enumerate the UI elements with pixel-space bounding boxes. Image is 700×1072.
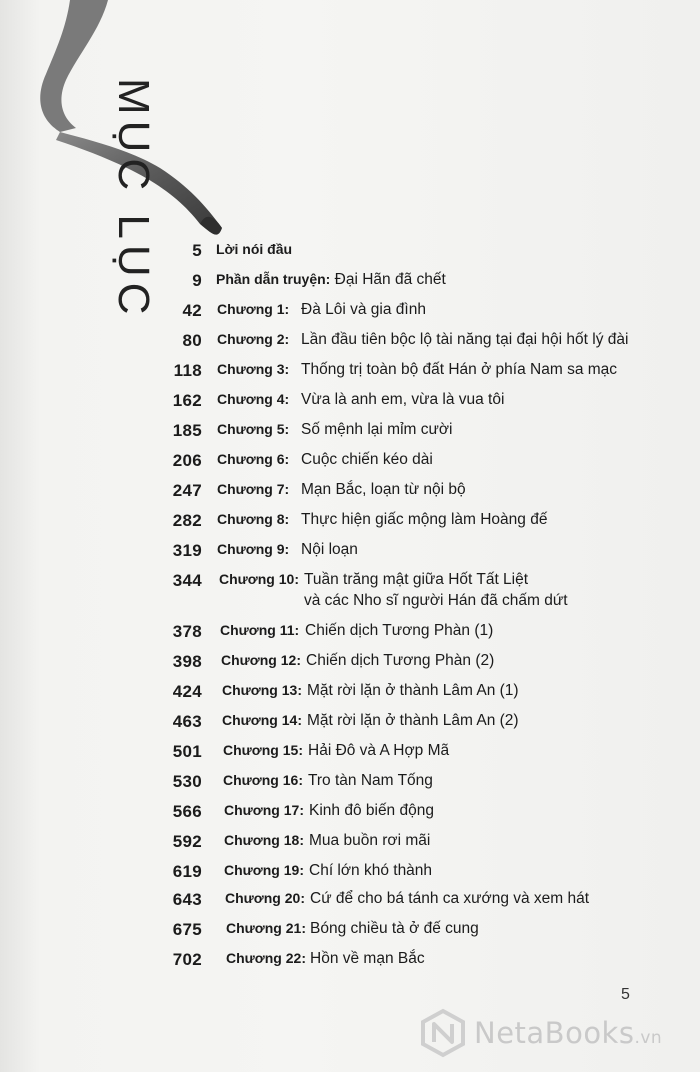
entry-title: Bóng chiều tà ở đế cung — [310, 920, 479, 937]
entry-title: Thực hiện giấc mộng làm Hoàng đế — [301, 511, 548, 528]
entry-title: Chiến dịch Tương Phàn (2) — [306, 652, 495, 669]
entry-page: 566 — [172, 802, 202, 821]
entry-page: 5 — [192, 241, 202, 260]
entry-page: 643 — [172, 890, 202, 909]
entry-chapter-label: Chương 3: — [217, 361, 290, 377]
entry-page: 247 — [172, 481, 202, 500]
entry-page: 206 — [172, 451, 202, 470]
watermark — [418, 1006, 700, 1062]
entry-title: Lời nói đầu — [216, 241, 293, 257]
entry-title: Kinh đô biến động — [309, 802, 434, 819]
entry-title: Mạn Bắc, loạn từ nội bộ — [301, 481, 466, 498]
entry-chapter-label: Chương 10: — [219, 571, 299, 587]
entry-title: Số mệnh lại mỉm cười — [301, 421, 453, 438]
entry-chapter-label: Chương 2: — [217, 331, 290, 347]
entry-title-line-1: Tuần trăng mật giữa Hốt Tất Liệt — [304, 571, 529, 588]
entry-page: 398 — [172, 652, 202, 671]
entry-title: Phần dẫn truyện: Đại Hãn đã chết — [216, 271, 446, 288]
entry-page: 530 — [172, 772, 202, 791]
entry-chapter-label: Chương 6: — [217, 451, 290, 467]
entry-chapter-label: Chương 12: — [221, 652, 301, 668]
entry-page: 9 — [192, 271, 202, 290]
entry-page: 675 — [172, 920, 202, 939]
entry-chapter-label: Chương 19: — [224, 862, 304, 878]
entry-title: Hải Đô và A Hợp Mã — [308, 742, 450, 759]
toc-heading: MỤC LỤC — [109, 78, 158, 321]
entry-page: 702 — [172, 950, 202, 969]
entry-title: Chí lớn khó thành — [309, 862, 433, 879]
entry-page: 619 — [172, 862, 202, 881]
entry-page: 80 — [182, 331, 202, 350]
entry-title: Tro tàn Nam Tống — [308, 772, 433, 789]
entry-chapter-label: Chương 21: — [226, 920, 306, 936]
page-number: 5 — [621, 986, 630, 1003]
entry-title: Lần đầu tiên bộc lộ tài năng tại đại hội hốt lý đài — [301, 331, 629, 348]
entry-chapter-label: Chương 22: — [226, 950, 306, 966]
entry-title: Đà Lôi và gia đình — [301, 301, 426, 318]
entry-page: 185 — [172, 421, 202, 440]
entry-chapter-label: Chương 4: — [217, 391, 290, 407]
entry-page: 501 — [172, 742, 202, 761]
entry-chapter-label: Chương 18: — [224, 832, 304, 848]
entry-page: 282 — [172, 511, 202, 530]
entry-page: 344 — [172, 571, 202, 590]
entry-page: 162 — [172, 391, 202, 410]
entry-title — [304, 571, 568, 610]
entry-title: Chiến dịch Tương Phàn (1) — [305, 622, 494, 639]
entry-chapter-label: Chương 11: — [220, 622, 300, 638]
entry-chapter-label: Chương 17: — [224, 802, 304, 818]
entry-title: Mua buồn rơi mãi — [309, 832, 431, 849]
entry-chapter-label: Chương 1: — [217, 301, 290, 317]
entry-page: 319 — [172, 541, 202, 560]
entry-chapter-label: Chương 14: — [222, 712, 302, 728]
entry-chapter-label: Chương 20: — [225, 890, 305, 906]
entry-chapter-label: Chương 9: — [217, 541, 290, 557]
entry-page: 592 — [172, 832, 202, 851]
entry-chapter-label: Chương 13: — [222, 682, 302, 698]
entry-title: Nội loạn — [301, 541, 358, 558]
entry-page: 42 — [182, 301, 202, 320]
entry-title: Mặt rời lặn ở thành Lâm An (2) — [307, 712, 519, 729]
entry-title: Hồn về mạn Bắc — [310, 950, 425, 967]
entry-title-line-2: và các Nho sĩ người Hán đã chấm dứt — [304, 592, 568, 609]
entry-page: 118 — [173, 361, 202, 380]
entry-chapter-label: Chương 7: — [217, 481, 290, 497]
entry-page: 463 — [172, 712, 202, 731]
entry-chapter-label: Chương 15: — [223, 742, 303, 758]
entry-page: 378 — [172, 622, 202, 641]
entry-title: Cuộc chiến kéo dài — [301, 451, 433, 468]
entry-chapter-label: Chương 5: — [217, 421, 290, 437]
entry-title: Vừa là anh em, vừa là vua tôi — [301, 391, 505, 408]
entry-chapter-label: Chương 8: — [217, 511, 290, 527]
watermark-text: NetaBooks.vn — [474, 1016, 663, 1050]
entry-title: Thống trị toàn bộ đất Hán ở phía Nam sa mạc — [301, 361, 618, 378]
entry-title: Mặt rời lặn ở thành Lâm An (1) — [307, 682, 519, 699]
entry-chapter-label: Chương 16: — [223, 772, 303, 788]
entry-title: Cứ để cho bá tánh ca xướng và xem hát — [310, 890, 590, 907]
entry-page: 424 — [172, 682, 202, 701]
netabooks-logo-icon — [418, 1008, 468, 1058]
